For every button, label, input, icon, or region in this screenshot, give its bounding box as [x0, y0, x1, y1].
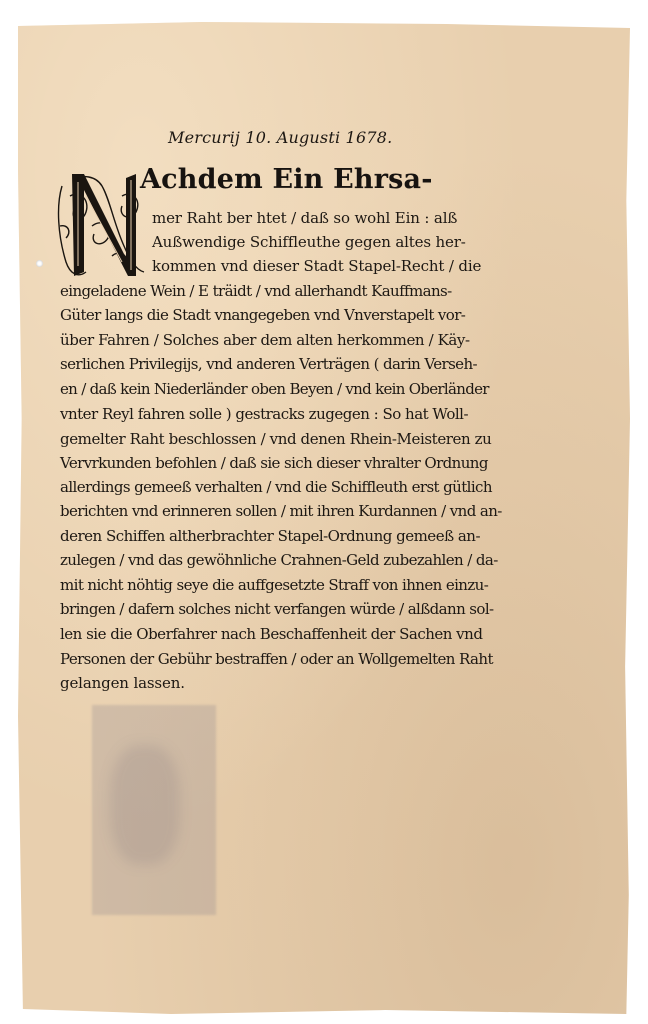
date-line: Mercurij 10. Augusti 1678.: [168, 128, 393, 147]
text-line: en / daß kein Niederländer oben Beyen / vnd kein Oberländer: [60, 380, 489, 398]
text-line: gemelter Raht beschlossen / vnd denen Rhein-Meisteren zu: [60, 430, 492, 448]
text-line: allerdings gemeeß verhalten / vnd die Schiffleuth erst gütlich: [60, 478, 492, 496]
text-line: eingeladene Wein / E träidt / vnd allerhandt Kauffmans-: [60, 282, 452, 300]
headline: Achdem Ein Ehrsa-: [140, 164, 433, 195]
text-line: Personen der Gebühr bestraffen / oder an Wollgemelten Raht: [60, 650, 493, 668]
text-line: mit nicht nöhtig seye die auffgesetzte Straff von ihnen einzu-: [60, 576, 489, 594]
decorated-initial-letter: [52, 166, 152, 282]
text-line: vnter Reyl fahren solle ) gestracks zugegen : So hat Woll-: [60, 405, 469, 423]
text-line: Güter langs die Stadt vnangegeben vnd Vnverstapelt vor-: [60, 306, 466, 324]
paper-hole: [36, 260, 43, 267]
text-line: deren Schiffen altherbrachter Stapel-Ordnung gemeeß an-: [60, 527, 481, 545]
text-line: über Fahren / Solches aber dem alten herkommen / Käy-: [60, 331, 470, 349]
paper-stain: [92, 705, 216, 915]
text-line: Außwendige Schiffleuthe gegen altes her-: [152, 233, 466, 251]
text-line: len sie die Oberfahrer nach Beschaffenheit der Sachen vnd: [60, 625, 483, 643]
text-line: zulegen / vnd das gewöhnliche Crahnen-Geld zubezahlen / da-: [60, 551, 498, 569]
text-line: serlichen Privilegijs, vnd anderen Verträgen ( darin Verseh-: [60, 355, 477, 373]
text-line: mer Raht ber htet / daß so wohl Ein : alß: [152, 209, 458, 227]
text-line: berichten vnd erinneren sollen / mit ihren Kurdannen / vnd an-: [60, 502, 502, 520]
text-line: bringen / dafern solches nicht verfangen würde / alßdann sol-: [60, 600, 494, 618]
text-line: Vervrkunden befohlen / daß sie sich dieser vhralter Ordnung: [60, 454, 488, 472]
text-line: gelangen lassen.: [60, 674, 185, 692]
text-line: kommen vnd dieser Stadt Stapel-Recht / die: [152, 257, 482, 275]
